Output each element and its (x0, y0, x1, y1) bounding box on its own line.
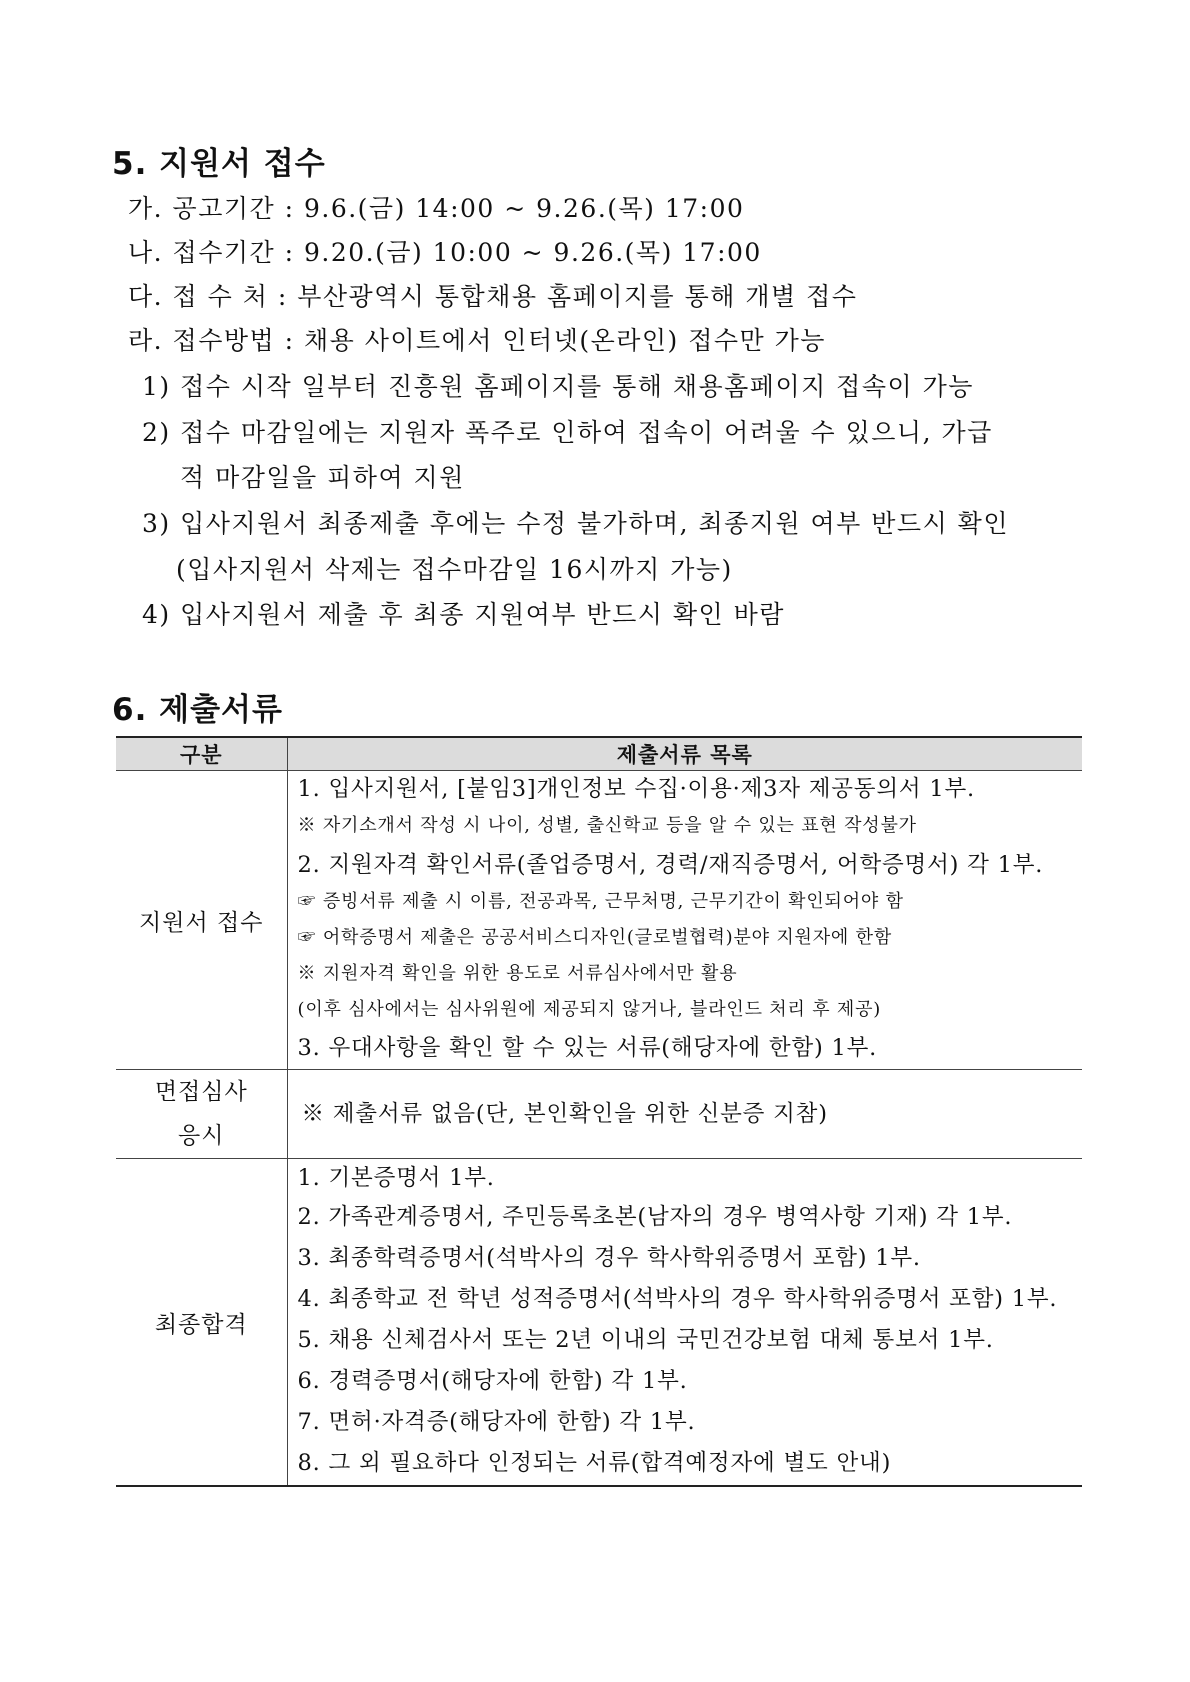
section-5-subitem: 1) 접수 시작 일부터 진흥원 홈페이지를 통해 채용홈페이지 접속이 가능 (142, 372, 974, 401)
section-5-subitem: 4) 입사지원서 제출 후 최종 지원여부 반드시 확인 바람 (142, 600, 785, 629)
section-5-item: 라. 접수방법 : 채용 사이트에서 인터넷(온라인) 접수만 가능 (128, 326, 826, 355)
section-6-title: 6. 제출서류 (112, 692, 283, 728)
category-cell (116, 1070, 287, 1159)
document-line: ※ 제출서류 없음(단, 본인확인을 위한 신분증 지참) (301, 1100, 828, 1127)
note-line: ☞ 증빙서류 제출 시 이름, 전공과목, 근무처명, 근무기간이 확인되어야 함 (297, 891, 904, 912)
category-line: 면접심사 (154, 1079, 248, 1105)
section-5-item: 나. 접수기간 : 9.20.(금) 10:00 ~ 9.26.(목) 17:00 (128, 238, 762, 267)
table-row (116, 1070, 1082, 1159)
table-header-row (116, 737, 1082, 771)
document-line: 2. 가족관계증명서, 주민등록초본(남자의 경우 병역사항 기재) 각 1부. (297, 1204, 1013, 1230)
section-5-item: 다. 접 수 처 : 부산광역시 통합채용 홈페이지를 통해 개별 접수 (128, 282, 858, 311)
document-line: 6. 경력증명서(해당자에 한함) 각 1부. (297, 1368, 688, 1394)
note-line: (이후 심사에서는 심사위원에 제공되지 않거나, 블라인드 처리 후 제공) (297, 999, 882, 1020)
document-line: 1. 입사지원서, [붙임3]개인정보 수집·이용·제3자 제공동의서 1부. (297, 776, 975, 802)
category-cell: 최종합격 (116, 1159, 287, 1487)
note-line: ※ 자기소개서 작성 시 나이, 성별, 출신학교 등을 알 수 있는 표현 작성불가 (297, 815, 917, 836)
section-5-subitem: 3) 입사지원서 최종제출 후에는 수정 불가하며, 최종지원 여부 반드시 확인 (142, 509, 1009, 538)
table-row (116, 771, 1082, 1070)
document-line: 5. 채용 신체검사서 또는 2년 이내의 국민건강보험 대체 통보서 1부. (297, 1327, 994, 1353)
note-line: ※ 지원자격 확인을 위한 용도로 서류심사에서만 활용 (297, 963, 738, 984)
note-line: ☞ 어학증명서 제출은 공공서비스디자인(글로벌협력)분야 지원자에 한함 (297, 927, 893, 948)
document-line: 3. 최종학력증명서(석박사의 경우 학사학위증명서 포함) 1부. (297, 1245, 921, 1271)
document-line: 1. 기본증명서 1부. (297, 1165, 495, 1191)
header-category: 구분 (116, 737, 287, 771)
documents-cell (287, 771, 1082, 1070)
documents-cell (287, 1070, 1082, 1159)
category-line: 응시 (178, 1123, 225, 1149)
section-5-item: 가. 공고기간 : 9.6.(금) 14:00 ~ 9.26.(목) 17:00 (128, 194, 745, 223)
documents-cell (287, 1159, 1082, 1487)
category-cell: 지원서 접수 (116, 771, 287, 1070)
document-line: 4. 최종학교 전 학년 성적증명서(석박사의 경우 학사학위증명서 포함) 1부. (297, 1286, 1058, 1312)
section-5-subitem: 2) 접수 마감일에는 지원자 폭주로 인하여 접속이 어려울 수 있으니, 가급 (142, 418, 993, 447)
document-line: 2. 지원자격 확인서류(졸업증명서, 경력/재직증명서, 어학증명서) 각 1부. (297, 852, 1044, 878)
section-5-subitem-continuation: 적 마감일을 피하여 지원 (180, 463, 465, 492)
documents-table (116, 736, 1082, 1487)
table-row (116, 1159, 1082, 1487)
section-5-title: 5. 지원서 접수 (112, 146, 326, 182)
header-documents: 제출서류 목록 (287, 737, 1082, 771)
document-line: 3. 우대사항을 확인 할 수 있는 서류(해당자에 한함) 1부. (297, 1035, 878, 1061)
document-line: 8. 그 외 필요하다 인정되는 서류(합격예정자에 별도 안내) (297, 1450, 892, 1476)
section-5-subitem-continuation: (입사지원서 삭제는 접수마감일 16시까지 가능) (176, 555, 733, 584)
document-line: 7. 면허·자격증(해당자에 한함) 각 1부. (297, 1409, 696, 1435)
